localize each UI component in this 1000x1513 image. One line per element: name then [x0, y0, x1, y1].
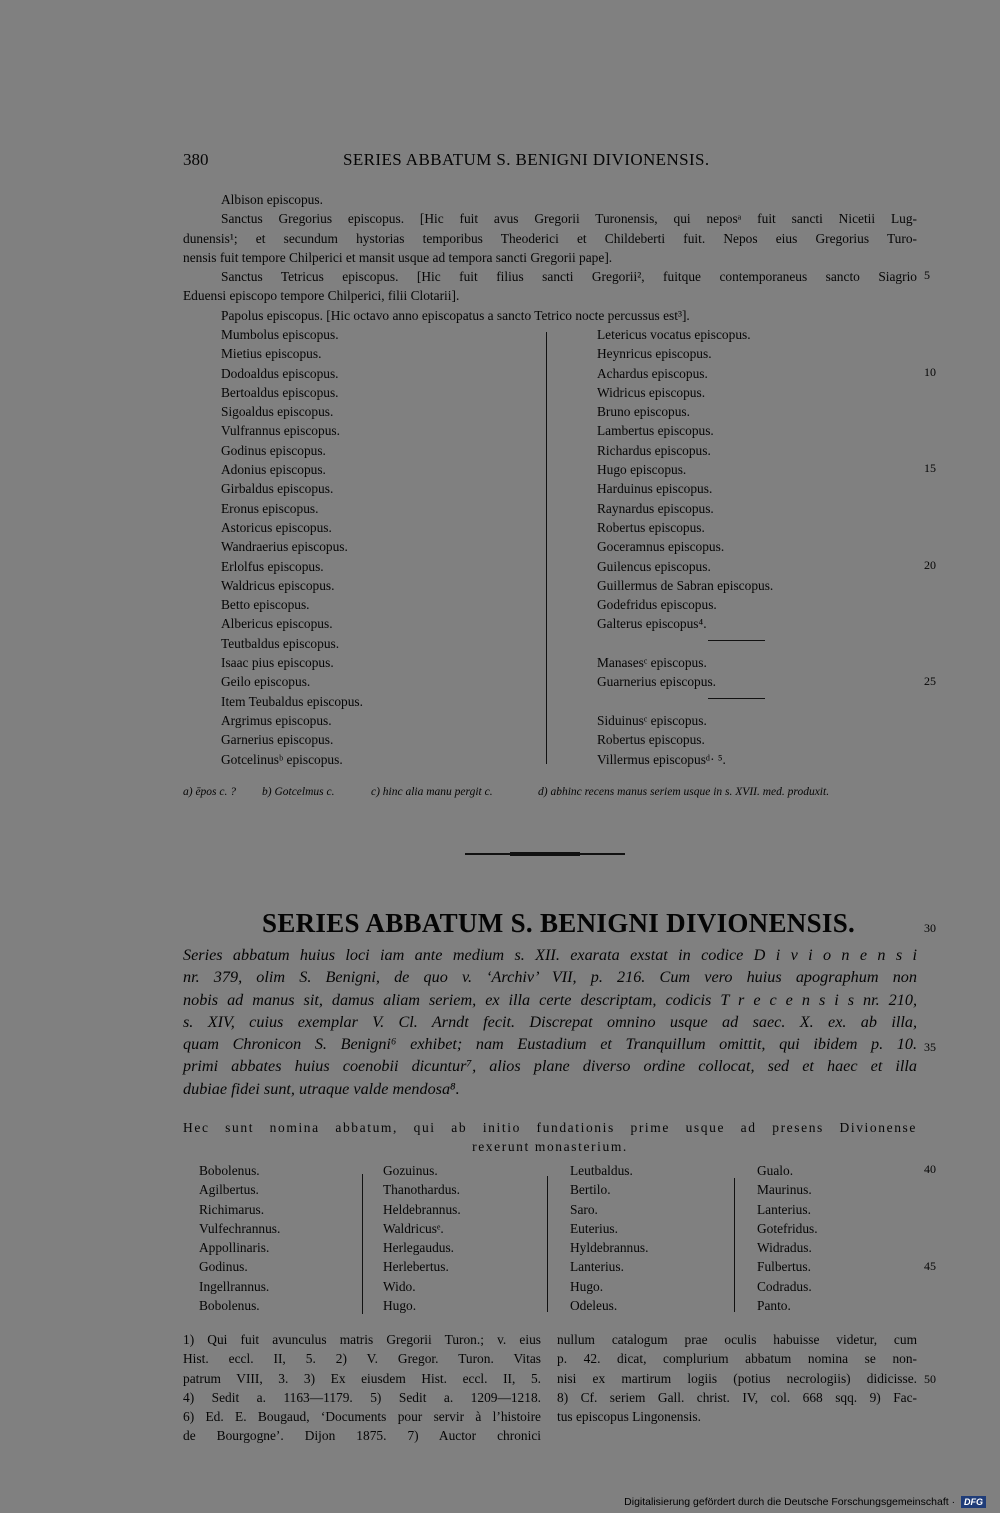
bishop-entry: Mietius episcopus. — [221, 346, 322, 362]
section-title: SERIES ABBATUM S. BENIGNI DIVIONENSIS. — [262, 908, 856, 938]
abbot-entry: Gozuinus. — [383, 1163, 438, 1178]
credit-text: Digitalisierung gefördert durch die Deutsche Forschungsgemeinschaft · — [624, 1496, 956, 1508]
bishop-entry: Raynardus episcopus. — [597, 500, 714, 516]
intro-line: nr. 379, olim S. Benigni, de quo v. ‘Archiv’ VII, p. 216. Cum vero huius apographum non — [183, 968, 917, 987]
footnotes-left-column — [183, 1330, 541, 1446]
line-number: 15 — [924, 461, 936, 475]
list-separator — [708, 640, 765, 641]
abbot-entry: Heldebrannus. — [383, 1201, 461, 1217]
abbot-entry: Bertilo. — [570, 1182, 611, 1198]
bishop-entry: Teutbaldus episcopus. — [221, 635, 340, 651]
bishop-entry: Gotcelinusᵇ episcopus. — [221, 751, 343, 767]
footnote-line: tus episcopus Lingonensis. — [557, 1409, 701, 1425]
page-number: 380 — [183, 150, 209, 169]
bishops-list-left — [221, 325, 363, 769]
list-heading: Hec sunt nomina abbatum, qui ab initio fundationis prime usque ad presens Divionense — [183, 1120, 917, 1135]
bishop-entry: Guilencus episcopus. — [597, 558, 711, 574]
bishop-entry: Widricus episcopus. — [597, 384, 706, 400]
abbot-entry: Herlebertus. — [383, 1259, 449, 1275]
bishop-entry: Letericus vocatus episcopus. — [597, 327, 751, 342]
text-line: Sanctus Gregorius episcopus. [Hic fuit avus Gregorii Turonensis, qui neposᵃ fuit sancti Nicetii Lug- — [221, 211, 917, 227]
text-line: Sanctus Tetricus episcopus. [Hic fuit filius sancti Gregorii², fuitque contemporaneus sancto Siagrio — [221, 269, 917, 285]
bishop-entry — [597, 634, 773, 653]
abbot-entry: Herlegaudus. — [383, 1240, 455, 1256]
opening-block — [183, 190, 917, 325]
footnote-b: b) Gotcelmus c. — [262, 786, 335, 798]
text-line: Albison episcopus. — [221, 192, 323, 207]
intro-line: primi abbates huius coenobii dicuntur⁷, alios plane diverso ordine collocat, sed et haec et illa — [183, 1057, 917, 1076]
bishop-entry: Argrimus episcopus. — [221, 712, 332, 728]
bishop-entry: Robertus episcopus. — [597, 732, 705, 748]
abbot-entry: Maurinus. — [757, 1182, 812, 1198]
running-title: SERIES ABBATUM S. BENIGNI DIVIONENSIS. — [343, 150, 710, 169]
bishop-entry: Astoricus episcopus. — [221, 519, 332, 535]
text-line: dunensis¹; et secundum hystorias temporibus Theoderici et Childeberti fuit. Nepos eius Gregorius Turo- — [183, 230, 917, 246]
abbot-entry: Thanothardus. — [383, 1182, 460, 1198]
footnote-line: nisi ex martirum logiis (potius necrologiis) didicisse. — [557, 1370, 917, 1386]
bishop-entry: Richardus episcopus. — [597, 442, 711, 458]
abbot-entry: Vulfechrannus. — [199, 1220, 281, 1236]
abbot-entry: Gualo. — [757, 1163, 794, 1178]
column-divider — [546, 332, 547, 764]
bishop-entry: Siduinusᶜ episcopus. — [597, 712, 707, 728]
abbot-entry: Leutbaldus. — [570, 1163, 633, 1178]
footnote-line: 1) Qui fuit avunculus matris Gregorii Turon.; v. eius — [183, 1332, 541, 1347]
intro-line: nobis ad manus sit, damus aliam seriem, ex illa certe descriptam, codicis T r e c e n s i s nr. 210, — [183, 990, 917, 1009]
digitization-credit — [624, 1496, 986, 1508]
footnote-line: p. 42. dicat, complurium abbatum nomina se non- — [557, 1351, 917, 1367]
abbot-entry: Saro. — [570, 1201, 598, 1217]
abbot-entry: Agilbertus. — [199, 1182, 259, 1198]
abbot-entry: Codradus. — [757, 1278, 812, 1294]
abbot-entry: Fulbertus. — [757, 1259, 811, 1275]
section-divider-ornament — [510, 852, 580, 856]
bishop-entry: Betto episcopus. — [221, 597, 310, 613]
bishop-entry: Erlolfus episcopus. — [221, 558, 324, 574]
line-number: 50 — [924, 1372, 936, 1386]
abbot-entry: Lanterius. — [570, 1259, 624, 1275]
bishop-entry: Wandraerius episcopus. — [221, 539, 348, 555]
running-header — [183, 150, 917, 174]
column-divider — [734, 1178, 735, 1312]
text-line: Papolus episcopus. [Hic octavo anno episcopatus a sancto Tetrico nocte percussus est³]. — [221, 307, 690, 323]
footnote-d: d) abhinc recens manus seriem usque in s. XVII. med. produxit. — [538, 786, 830, 798]
abbot-entry: Lanterius. — [757, 1201, 811, 1217]
bishop-entry: Galterus episcopus⁴. — [597, 616, 707, 632]
section-intro — [183, 944, 917, 1100]
text-line: Eduensi episcopo tempore Chilperici, filii Clotarii]. — [183, 288, 460, 304]
bishop-entry: Bruno episcopus. — [597, 404, 690, 420]
footnote-a: a) ēpos c. ? — [183, 786, 237, 798]
abbot-entry: Euterius. — [570, 1220, 618, 1236]
bishop-entry: Achardus episcopus. — [597, 365, 708, 381]
bishop-entry: Waldricus episcopus. — [221, 577, 335, 593]
bishop-entry: Goceramnus episcopus. — [597, 539, 725, 555]
abbot-entry: Godinus. — [199, 1259, 248, 1275]
abbot-entry: Hugo. — [570, 1278, 604, 1294]
bishop-entry: Harduinus episcopus. — [597, 481, 713, 497]
abbot-entry: Odeleus. — [570, 1298, 618, 1314]
bishop-entry: Mumbolus episcopus. — [221, 327, 339, 342]
abbot-entry: Bobolenus. — [199, 1298, 260, 1314]
bishop-entry: Garnerius episcopus. — [221, 732, 334, 748]
bishop-entry: Lambertus episcopus. — [597, 423, 714, 439]
bishop-entry: Villermus episcopusᵈ· ⁵. — [597, 751, 726, 767]
bishop-entry: Heynricus episcopus. — [597, 346, 712, 362]
bishop-entry: Vulfrannus episcopus. — [221, 423, 340, 439]
abbot-entry: Appollinaris. — [199, 1240, 270, 1256]
list-heading-continued: rexerunt monasterium. — [472, 1139, 628, 1154]
bishop-entry — [597, 692, 773, 711]
bishop-entry: Godefridus episcopus. — [597, 597, 717, 613]
abbots-column-2 — [383, 1161, 461, 1315]
bishops-list-right — [597, 325, 773, 769]
abbot-entry: Ingellrannus. — [199, 1278, 270, 1294]
abbots-column-4 — [757, 1161, 818, 1315]
column-divider — [362, 1174, 363, 1314]
text-line: nensis fuit tempore Chilperici et mansit usque ad tempora sancti Gregorii pape]. — [183, 249, 613, 265]
bishop-entry: Robertus episcopus. — [597, 519, 705, 535]
abbot-entry: Wido. — [383, 1278, 416, 1294]
abbots-column-1 — [199, 1161, 280, 1315]
bishop-entry: Guillermus de Sabran episcopus. — [597, 577, 774, 593]
footnote-line: 4) Sedit a. 1163—1179. 5) Sedit a. 1209—1218. — [183, 1389, 541, 1405]
abbot-entry: Widradus. — [757, 1240, 812, 1256]
bishop-entry: Dodoaldus episcopus. — [221, 365, 339, 381]
footnote-line: de Bourgogne’. Dijon 1875. 7) Auctor chronici — [183, 1428, 541, 1444]
list-separator — [708, 698, 765, 699]
line-number: 45 — [924, 1259, 936, 1273]
bishop-entry: Hugo episcopus. — [597, 462, 687, 478]
line-number: 5 — [924, 268, 930, 282]
abbot-entry: Hyldebrannus. — [570, 1240, 649, 1256]
line-number: 25 — [924, 674, 936, 688]
footnote-c: c) hinc alia manu pergit c. — [371, 786, 493, 798]
abbot-entry: Gotefridus. — [757, 1220, 818, 1236]
footnote-line: 6) Ed. E. Bougaud, ‘Documents pour servir à l’histoire — [183, 1409, 541, 1425]
bishop-entry: Sigoaldus episcopus. — [221, 404, 334, 420]
bishop-entry: Manasesᶜ episcopus. — [597, 655, 707, 671]
intro-line: Series abbatum huius loci iam ante medium s. XII. exarata exstat in codice D i v i o n e n s i — [183, 946, 917, 964]
abbot-entry: Waldricusᵉ. — [383, 1220, 444, 1236]
bishop-entry: Geilo episcopus. — [221, 674, 311, 690]
abbot-entry: Bobolenus. — [199, 1163, 260, 1178]
bishop-entry: Girbaldus episcopus. — [221, 481, 334, 497]
bishop-entry: Adonius episcopus. — [221, 462, 326, 478]
line-number: 40 — [924, 1162, 936, 1176]
line-number: 35 — [924, 1040, 936, 1054]
dfg-logo: DFG — [961, 1496, 986, 1508]
column-divider — [547, 1176, 548, 1312]
footnotes-right-column — [557, 1330, 917, 1426]
bishop-entry: Item Teubaldus episcopus. — [221, 693, 363, 709]
bishop-entry: Albericus episcopus. — [221, 616, 333, 632]
footnote-line: patrum VIII, 3. 3) Ex eiusdem Hist. eccl. II, 5. — [183, 1370, 541, 1386]
bishop-entry: Godinus episcopus. — [221, 442, 326, 458]
abbot-entry: Panto. — [757, 1298, 791, 1314]
bishop-entry: Guarnerius episcopus. — [597, 674, 716, 690]
intro-line: dubiae fidei sunt, utraque valde mendosa⁸. — [183, 1079, 460, 1098]
bishop-entry: Eronus episcopus. — [221, 500, 319, 516]
abbot-entry: Hugo. — [383, 1298, 417, 1314]
intro-line: s. XIV, cuius exemplar V. Cl. Arndt fecit. Discrepat omnino usque ad saec. X. ex. ab illa, — [183, 1012, 917, 1031]
abbot-entry: Richimarus. — [199, 1201, 265, 1217]
line-number: 20 — [924, 558, 936, 572]
footnote-line: nullum catalogum prae oculis habuisse videtur, cum — [557, 1332, 917, 1347]
line-number: 30 — [924, 921, 936, 935]
line-number: 10 — [924, 365, 936, 379]
abbots-column-3 — [570, 1161, 648, 1315]
bishop-entry: Bertoaldus episcopus. — [221, 384, 339, 400]
intro-line: quam Chronicon S. Benigni⁶ exhibet; nam Eustadium et Tranquillum omittit, qui ibidem p. 10. — [183, 1035, 917, 1054]
bishop-entry: Isaac pius episcopus. — [221, 655, 334, 671]
footnote-line: 8) Cf. seriem Gall. christ. IV, col. 668 sqq. 9) Fac- — [557, 1389, 917, 1405]
footnote-line: Hist. eccl. II, 5. 2) V. Gregor. Turon. Vitas — [183, 1351, 541, 1367]
